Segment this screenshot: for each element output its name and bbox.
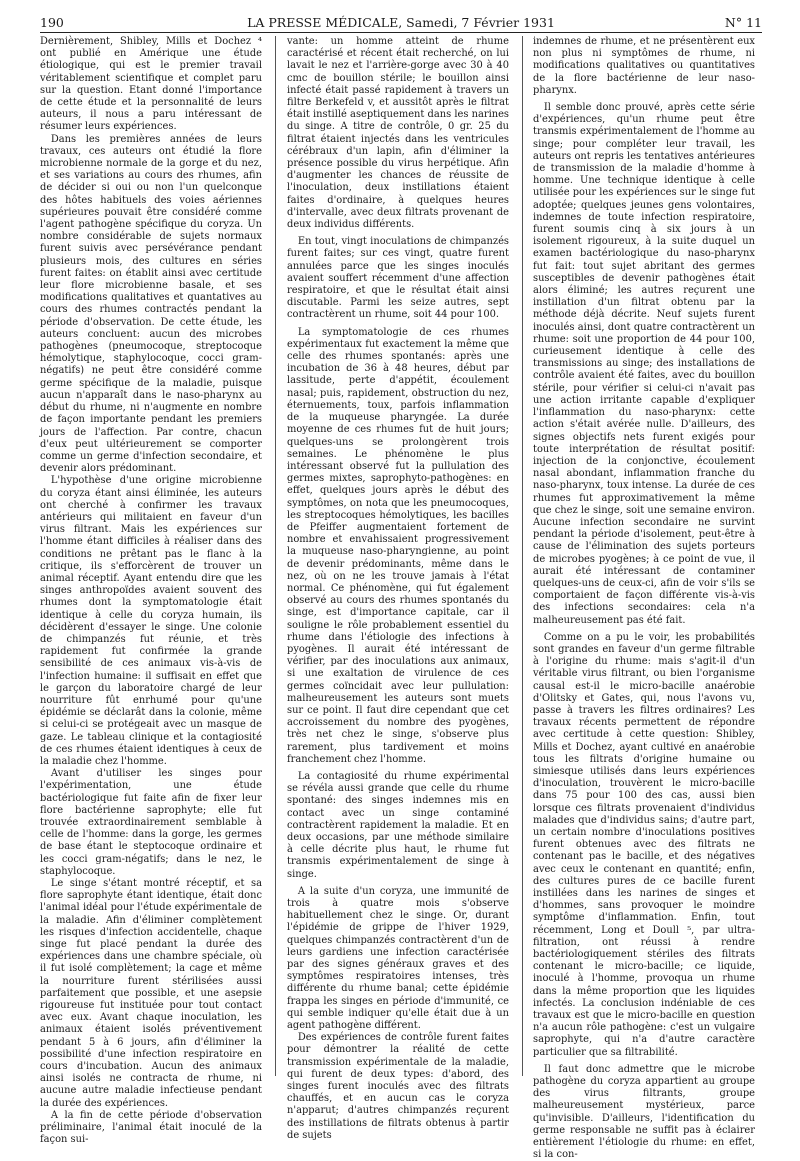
paragraph: Il semble donc prouvé, après cette série d'expériences, qu'un rhume peut être transmis expérimentalement de l'homme au singe; pour compléter leur travail, les auteurs ont repris les tentatives antérieures de transmission de la maladie d'homme à homme. Une technique identique à celle utilisée pour les expériences sur le singe fut adoptée; quelques jeunes gens volontaires, indemnes de toute infection respiratoire, furent soumis cinq à six jours à un isolement rigoureux, à la suite duquel un examen bactériologique du naso-pharynx fut fait: tout sujet abritant des germes susceptibles de devenir pathogènes était alors éliminé; les autres reçurent une instillation d'un filtrat obtenu par la méthode déjà décrite. Neuf sujets furent inoculés ainsi, dont quatre contractèrent un rhume: soit une proportion de 44 pour 100, curieusement identique à celle des transmissions au singe; des installations de contrôle avaient été faites, avec du bouillon stérile, pour vérifier si celui-ci n'avait pas une action irritante capable d'expliquer l'inflammation du naso-pharynx: cette action s'était avérée nulle. D'ailleurs, des signes objectifs nets furent exigés pour toute interprétation de résultat positif: injection de la conjonctive, écoulement nasal abondant, inflammation franche du naso-pharynx, toux intense. La durée de ces rhumes fut approximativement la même que chez le singe, soit une semaine environ. Aucune infection secondaire ne survint pendant la période d'isolement, peut-être à cause de l'élimination des sujets porteurs de microbes pyogènes; à ce point de vue, il aurait été intéressant de contaminer quelques-uns de ceux-ci, afin de voir s'ils se comportaient de façon différente vis-à-vis des infections secondaires: cela n'a malheureusement pas été fait.: [533, 102, 755, 626]
paragraph: Le singe s'étant montré réceptif, et sa flore saprophyte étant identique, était donc l'animal idéal pour l'étude expérimentale de la maladie. Afin d'éliminer complètement les risques d'infection accidentelle, chaque singe fut placé pendant la durée des expériences dans une chambre spéciale, où il fut isolé complètement; la cage et même la nourriture furent stérilisées aussi parfaitement que possible, et une asepsie rigoureuse fut instituée pour tout contact avec eux. Avant chaque inoculation, les animaux étaient isolés préventivement pendant 5 à 6 jours, afin d'éliminer la possibilité d'une infection respiratoire en cours d'incubation. Aucun des animaux ainsi isolés ne contracta de rhume, ni aucune autre maladie infectieuse pendant la durée des expériences.: [40, 878, 262, 1109]
paragraph: Des expériences de contrôle furent faites pour démontrer la réalité de cette transmission expérimentale de la maladie, qui furent de deux types: d'abord, des singes furent inoculés avec des filtrats chauffés, et en aucun cas le coryza n'apparut; d'autres chimpanzés reçurent des instillations de filtrats obtenus à partir de sujets: [287, 1032, 509, 1141]
running-header: [40, 12, 762, 34]
paragraph: La contagiosité du rhume expérimental se révéla aussi grande que celle du rhume spontané: des singes indemnes mis en contact avec un singe contaminé contractèrent rapidement la maladie. Et en deux occasions, par une méthode similaire à celle décrite plus haut, le rhume fut transmis expérimentalement de singe à singe.: [287, 770, 509, 880]
paragraph: La symptomatologie de ces rhumes expérimentaux fut exactement la même que celle des rhumes spontanés: après une incubation de 36 à 48 heures, début par lassitude, perte d'appétit, écoulement nasal; puis, rapidement, obstruction du nez, éternuements, toux, parfois inflammation de la muqueuse pharyngée. La durée moyenne de ces rhumes fut de huit jours; quelques-uns se prolongèrent trois semaines. Le phénomène le plus intéressant observé fut la pullulation des germes mixtes, saprophyto-pathogènes: en effet, quelques jours après le début des symptômes, on nota que les pneumocoques, les streptocoques hémolytiques, les bacilles de Pfeiffer augmentaient fortement de nombre et envahissaient progressivement la muqueuse naso-pharyngienne, au point de devenir prédominants, même dans le nez, où on ne les trouve jamais à l'état normal. Ce phénomène, qui fut également observé au cours des rhumes spontanés du singe, est d'importance capitale, car il souligne le rôle probablement essentiel du rhume dans l'étiologie des infections à pyogènes. Il aurait été intéressant de vérifier, par des inoculations aux animaux, si une exaltation de virulence de ces germes coïncidait avec leur pullulation: malheureusement les auteurs sont muets sur ce point. Il faut dire cependant que cet accroissement du nombre des pyogènes, très net chez le singe, s'observe plus rarement, plus tardivement et moins franchement chez l'homme.: [287, 326, 509, 765]
text-column-2: [287, 36, 509, 1141]
paragraph: Avant d'utiliser les singes pour l'expérimentation, une étude bactériologique fut faite afin de fixer leur flore bactérienne saprophyte; elle fut trouvée extraordinairement semblable à celle de l'homme: dans la gorge, les germes de base étant le steptocoque ordinaire et les cocci gram-négatifs; dans le nez, le staphylocoque.: [40, 768, 262, 877]
paragraph: Il faut donc admettre que le microbe pathogène du coryza appartient au groupe des virus filtrants, groupe malheureusement mystérieux, parce qu'invisible. D'ailleurs, l'identification du germe responsable ne suffit pas à éclairer entièrement l'étiologie du rhume: en effet, si la con-: [533, 1063, 755, 1161]
paragraph: Dans les premières années de leurs travaux, ces auteurs ont étudié la flore microbienne normale de la gorge et du nez, et ses variations au cours des rhumes, afin de décider si oui ou non l'un quelconque des hôtes habituels des voies aériennes supérieures pouvait être considéré comme l'agent pathogène spécifique du coryza. Un nombre considérable de sujets normaux furent suivis avec persévérance pendant plusieurs mois, des cultures en séries furent faites: on établit ainsi avec certitude leur flore microbienne basale, et ses modifications qualitatives et quantatives au cours des rhumes contractés pendant la période d'observation. De cette étude, les auteurs concluent: aucun des microbes pathogènes (pneumocoque, streptocoque hémolytique, staphylocoque, cocci gram-négatifs) ne peut être considéré comme germe spécifique de la maladie, puisque aucun n'apparaît dans le naso-pharynx au début du rhume, ni n'augmente en nombre de façon importante pendant les premiers jours de l'affection. Par contre, chacun d'eux peut ultérieurement se comporter comme un germe d'infection secondaire, et devenir alors prédominant.: [40, 133, 262, 475]
text-column-1: [40, 36, 262, 1146]
running-title: LA PRESSE MÉDICALE, Samedi, 7 Février 1931: [247, 15, 555, 30]
paragraph: A la suite d'un coryza, une immunité de trois à quatre mois s'observe habituellement chez le singe. Or, durant l'épidémie de grippe de l'hiver 1929, quelques chimpanzés contractèrent d'un de leurs gardiens une infection caractérisée par des signes généraux graves et des symptômes respiratoires intenses, très différente du rhume banal; cette épidémie frappa les singes en période d'immunité, ce qui semble indiquer qu'elle était due à un agent pathogène différent.: [287, 885, 509, 1032]
paragraph: En tout, vingt inoculations de chimpanzés furent faites; sur ces vingt, quatre furent annulées parce que les singes inoculés avaient souffert récemment d'une affection respiratoire, et que le résultat était ainsi discutable. Parmi les seize autres, sept contractèrent un rhume, soit 44 pour 100.: [287, 236, 509, 321]
paragraph: Dernièrement, Shibley, Mills et Dochez ⁴ ont publié en Amérique une étude étiologique, qui est le premier travail véritablement scientifique et complet paru sur la question. Etant donné l'importance de cette étude et la personnalité de leurs auteurs, il nous a paru intéressant de résumer leurs expériences.: [40, 36, 262, 133]
paragraph: L'hypothèse d'une origine microbienne du coryza étant ainsi éliminée, les auteurs ont cherché à confirmer les travaux antérieurs qui militaient en faveur d'un virus filtrant. Mais les expériences sur l'homme étant difficiles à réaliser dans des conditions ne prêtant pas le flanc à la critique, ils s'efforcèrent de trouver un animal réceptif. Ayant entendu dire que les singes anthropoïdes avaient souvent des rhumes dont la symptomatologie était identique à celle du coryza humain, ils décidèrent d'essayer le singe. Une colonie de chimpanzés fut réunie, et très rapidement fut confirmée la grande sensibilité de ces animaux vis-à-vis de l'infection humaine: il suffisait en effet que le garçon du laboratoire chargé de leur nourriture fût enrhumé pour qu'une épidémie se déclarât dans la colonie, même si celui-ci se protégeait avec un masque de gaze. Le tableau clinique et la contagiosité de ces rhumes étaient identiques à ceux de la maladie chez l'homme.: [40, 475, 262, 767]
text-column-3: [533, 36, 755, 1161]
column-divider: [522, 36, 523, 1076]
paragraph: Comme on a pu le voir, les probabilités sont grandes en faveur d'un germe filtrable à l'origine du rhume: mais s'agit-il d'un véritable virus filtrant, ou bien l'organisme causal est-il le micro-bacille anaérobie d'Olitsky et Gates, qui, nous l'avons vu, passe à travers les filtres ordinaires? Les travaux récents permettent de répondre avec certitude à cette question: Shibley, Mills et Dochez, ayant cultivé en anaérobie tous les filtrats d'origine humaine ou simiesque utilisés dans leurs expériences d'inoculation, trouvèrent le micro-bacille dans 75 pour 100 des cas, aussi bien lorsque ces filtrats provenaient d'individus malades que d'individus sains; d'autre part, un certain nombre d'inoculations positives furent obtenues avec des filtrats ne contenant pas le bacille, et des négatives avec ceux le contenant en quantité; enfin, des cultures pures de ce bacille furent instillées dans les narines de singes et d'hommes, sans provoquer le moindre symptôme d'inflammation. Enfin, tout récemment, Long et Doull ⁵, par ultra-filtration, ont réussi à rendre bactériologiquement stériles des filtrats contenant le micro-bacille; ce liquide, inoculé à l'homme, provoqua un rhume dans la même proportion que les liquides infectés. La conclusion indéniable de ces travaux est que le micro-bacille en question n'a aucun rôle pathogène: c'est un vulgaire saprophyte, qui n'a d'autre caractère particulier que sa filtrabilité.: [533, 631, 755, 1058]
page-number: 190: [40, 15, 64, 30]
paragraph: vante: un homme atteint de rhume caractérisé et récent était recherché, on lui lavait le nez et l'arrière-gorge avec 30 à 40 cmc de bouillon stérile; le bouillon ainsi infecté était passé rapidement à travers un filtre Berkefeld v, et aussitôt après le filtrat était instillé aseptiquement dans les narines du singe. A titre de contrôle, 0 gr. 25 du filtrat étaient injectés dans les ventricules cérébraux d'un lapin, afin d'éliminer la présence possible du virus herpétique. Afin d'augmenter les chances de réussite de l'inoculation, deux instillations étaient faites d'ordinaire, à quelques heures d'intervalle, avec deux filtrats provenant de deux individus différents.: [287, 36, 509, 231]
issue-number: N° 11: [724, 15, 762, 30]
column-divider: [275, 36, 276, 1076]
header-rule: [40, 32, 762, 33]
paragraph: A la fin de cette période d'observation préliminaire, l'animal était inoculé de la façon sui-: [40, 1109, 262, 1146]
paragraph: indemnes de rhume, et ne présentèrent eux non plus ni symptômes de rhume, ni modifications qualitatives ou quantitatives de la flore bactérienne de leur naso-pharynx.: [533, 36, 755, 96]
